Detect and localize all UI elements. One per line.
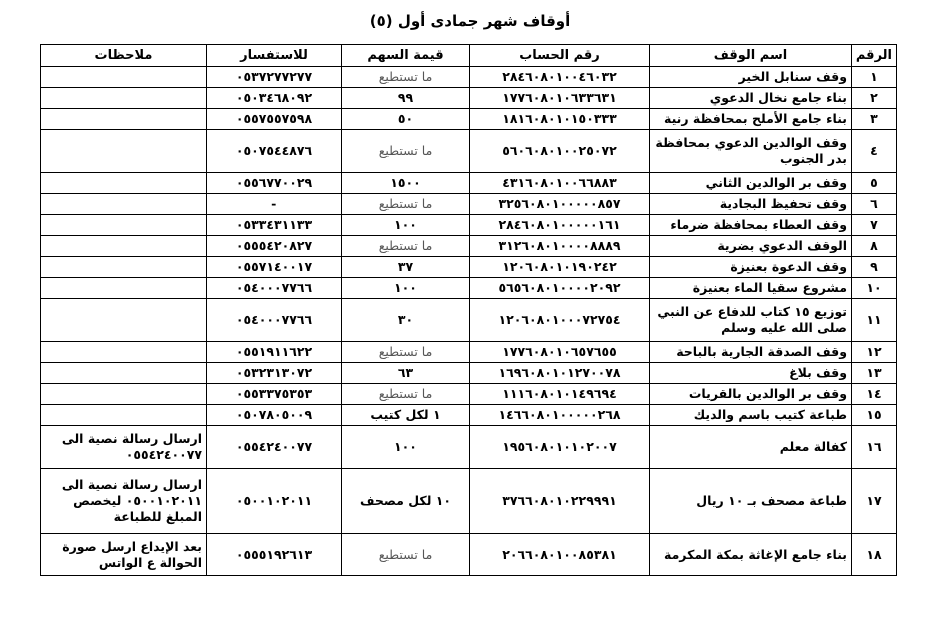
cell-inquiry-phone: ٠٥٤٠٠٠٧٧٦٦ (207, 299, 342, 342)
table-row (41, 534, 897, 576)
cell-share-value: ما تستطيع (342, 67, 470, 88)
cell-waqf-name: وقف تحفيظ البجادية (650, 194, 852, 215)
cell-waqf-name: بناء جامع الإغاثة بمكة المكرمة (650, 534, 852, 576)
cell-waqf-name: وقف الدعوة بعنيزة (650, 257, 852, 278)
cell-waqf-name: مشروع سقيا الماء بعنيزة (650, 278, 852, 299)
table-row (41, 173, 897, 194)
cell-num: ١٤ (852, 384, 897, 405)
cell-inquiry-phone: ٠٥٠٧٥٤٤٨٧٦ (207, 130, 342, 173)
table-row (41, 342, 897, 363)
table-row (41, 384, 897, 405)
cell-share-value: ما تستطيع (342, 342, 470, 363)
cell-account-number: ٢٨٤٦٠٨٠١٠٠٤٦٠٣٢ (470, 67, 650, 88)
cell-account-number: ١٤٦٦٠٨٠١٠٠٠٠٠٢٦٨ (470, 405, 650, 426)
cell-share-value: ١٠٠ (342, 426, 470, 469)
cell-num: ١٢ (852, 342, 897, 363)
cell-inquiry-phone: ٠٥٣٧٢٧٧٢٧٧ (207, 67, 342, 88)
cell-notes (41, 236, 207, 257)
cell-inquiry-phone: ٠٥٥٥٤٢٠٨٢٧ (207, 236, 342, 257)
cell-inquiry-phone: ٠٥٠٠١٠٢٠١١ (207, 469, 342, 534)
cell-account-number: ٣٧٦٦٠٨٠١٠٢٢٩٩٩١ (470, 469, 650, 534)
cell-inquiry-phone: ٠٥٣٣٤٣١١٣٣ (207, 215, 342, 236)
cell-num: ٤ (852, 130, 897, 173)
cell-account-number: ١٩٥٦٠٨٠١٠١٠٢٠٠٧ (470, 426, 650, 469)
cell-account-number: ٤٣١٦٠٨٠١٠٠٦٦٨٨٣ (470, 173, 650, 194)
cell-share-value: ٦٣ (342, 363, 470, 384)
table-row (41, 257, 897, 278)
cell-num: ١٣ (852, 363, 897, 384)
cell-num: ٨ (852, 236, 897, 257)
cell-notes (41, 130, 207, 173)
cell-waqf-name: بناء جامع الأملح بمحافظة رنية (650, 109, 852, 130)
cell-share-value: ما تستطيع (342, 236, 470, 257)
cell-inquiry-phone: ٠٥٥١٩١١٦٢٢ (207, 342, 342, 363)
table-row (41, 194, 897, 215)
cell-notes (41, 278, 207, 299)
header-name: اسم الوقف (650, 45, 852, 67)
cell-num: ١٦ (852, 426, 897, 469)
table-row (41, 109, 897, 130)
table-row (41, 278, 897, 299)
cell-share-value: ١٠ لكل مصحف (342, 469, 470, 534)
cell-notes: بعد الإيداع ارسل صورة الحوالة ع الواتس (41, 534, 207, 576)
cell-account-number: ١٧٧٦٠٨٠١٠٦٥٧٦٥٥ (470, 342, 650, 363)
cell-share-value: ١٠٠ (342, 278, 470, 299)
page-title: أوقاف شهر جمادى أول (٥) (369, 12, 571, 30)
cell-inquiry-phone: ٠٥٥٤٢٤٠٠٧٧ (207, 426, 342, 469)
cell-notes (41, 384, 207, 405)
cell-waqf-name: وقف سنابل الخير (650, 67, 852, 88)
cell-num: ٩ (852, 257, 897, 278)
cell-inquiry-phone: ٠٥٤٠٠٠٧٧٦٦ (207, 278, 342, 299)
cell-account-number: ٢٠٦٦٠٨٠١٠٠٨٥٣٨١ (470, 534, 650, 576)
header-inquiry: للاستفسار (207, 45, 342, 67)
cell-notes (41, 363, 207, 384)
cell-waqf-name: الوقف الدعوي بضرية (650, 236, 852, 257)
cell-share-value: ٥٠ (342, 109, 470, 130)
cell-share-value: ما تستطيع (342, 384, 470, 405)
cell-inquiry-phone: ٠٥٥٣٣٧٥٣٥٣ (207, 384, 342, 405)
table-row (41, 363, 897, 384)
cell-inquiry-phone: ٠٥٥٧٥٥٧٥٩٨ (207, 109, 342, 130)
cell-num: ١١ (852, 299, 897, 342)
cell-account-number: ٥٦٠٦٠٨٠١٠٠٢٥٠٧٢ (470, 130, 650, 173)
cell-waqf-name: وقف بر الوالدين الثاني (650, 173, 852, 194)
header-account: رقم الحساب (470, 45, 650, 67)
header-notes: ملاحظات (41, 45, 207, 67)
cell-notes (41, 67, 207, 88)
cell-account-number: ١٦٩٦٠٨٠١٠١٢٧٠٠٧٨ (470, 363, 650, 384)
cell-share-value: ١٥٠٠ (342, 173, 470, 194)
cell-share-value: ٩٩ (342, 88, 470, 109)
cell-notes (41, 173, 207, 194)
table-row (41, 67, 897, 88)
cell-inquiry-phone: ٠٥٣٢٣١٣٠٧٢ (207, 363, 342, 384)
cell-account-number: ٢٨٤٦٠٨٠١٠٠٠٠٠١٦١ (470, 215, 650, 236)
cell-account-number: ١٢٠٦٠٨٠١٠١٩٠٢٤٢ (470, 257, 650, 278)
cell-waqf-name: بناء جامع نخال الدعوي (650, 88, 852, 109)
cell-share-value: ما تستطيع (342, 194, 470, 215)
cell-num: ١ (852, 67, 897, 88)
cell-num: ٧ (852, 215, 897, 236)
cell-num: ٦ (852, 194, 897, 215)
cell-notes (41, 342, 207, 363)
cell-notes (41, 194, 207, 215)
header-share: قيمة السهم (342, 45, 470, 67)
cell-waqf-name: وقف بلاغ (650, 363, 852, 384)
cell-inquiry-phone: ٠٥٠٣٤٦٨٠٩٢ (207, 88, 342, 109)
cell-waqf-name: طباعة مصحف بـ ١٠ ريال (650, 469, 852, 534)
cell-share-value: ١٠٠ (342, 215, 470, 236)
cell-share-value: ٣٧ (342, 257, 470, 278)
cell-num: ١٨ (852, 534, 897, 576)
cell-waqf-name: وقف العطاء بمحافظة ضرماء (650, 215, 852, 236)
table-row (41, 405, 897, 426)
awqaf-table (40, 44, 897, 576)
table-row (41, 469, 897, 534)
cell-inquiry-phone: ٠٥٠٧٨٠٥٠٠٩ (207, 405, 342, 426)
table-row (41, 130, 897, 173)
cell-notes (41, 109, 207, 130)
cell-account-number: ٣١٢٦٠٨٠١٠٠٠٠٨٨٨٩ (470, 236, 650, 257)
cell-num: ٥ (852, 173, 897, 194)
cell-inquiry-phone: - (207, 194, 342, 215)
cell-share-value: ١ لكل كتيب (342, 405, 470, 426)
cell-share-value: ٣٠ (342, 299, 470, 342)
cell-account-number: ١١١٦٠٨٠١٠١٤٩٦٩٤ (470, 384, 650, 405)
cell-notes: ارسال رسالة نصية الى ٠٥٠٠١٠٢٠١١ ليخصص المبلغ للطباعة (41, 469, 207, 534)
cell-num: ١٠ (852, 278, 897, 299)
table-row (41, 88, 897, 109)
table-row (41, 215, 897, 236)
cell-notes (41, 405, 207, 426)
cell-num: ١٥ (852, 405, 897, 426)
cell-account-number: ١٧٧٦٠٨٠١٠٦٣٣٦٣١ (470, 88, 650, 109)
cell-waqf-name: وقف الوالدين الدعوي بمحافظة بدر الجنوب (650, 130, 852, 173)
cell-inquiry-phone: ٠٥٥٥١٩٢٦١٣ (207, 534, 342, 576)
cell-waqf-name: توزيع ١٥ كتاب للدفاع عن النبي صلى الله عليه وسلم (650, 299, 852, 342)
cell-notes (41, 88, 207, 109)
cell-share-value: ما تستطيع (342, 130, 470, 173)
cell-waqf-name: وقف الصدقة الجارية بالباحة (650, 342, 852, 363)
cell-account-number: ٥٦٥٦٠٨٠١٠٠٠٠٢٠٩٢ (470, 278, 650, 299)
cell-notes (41, 299, 207, 342)
table-row (41, 426, 897, 469)
cell-notes: ارسال رسالة نصية الى ٠٥٥٤٢٤٠٠٧٧ (41, 426, 207, 469)
cell-account-number: ١٨١٦٠٨٠١٠١٥٠٣٣٣ (470, 109, 650, 130)
cell-notes (41, 215, 207, 236)
header-row (41, 45, 897, 67)
cell-account-number: ١٢٠٦٠٨٠١٠٠٠٧٢٧٥٤ (470, 299, 650, 342)
cell-waqf-name: كفالة معلم (650, 426, 852, 469)
cell-num: ٢ (852, 88, 897, 109)
table-row (41, 236, 897, 257)
cell-account-number: ٣٢٥٦٠٨٠١٠٠٠٠٠٨٥٧ (470, 194, 650, 215)
cell-share-value: ما تستطيع (342, 534, 470, 576)
cell-num: ٣ (852, 109, 897, 130)
cell-inquiry-phone: ٠٥٥٧١٤٠٠١٧ (207, 257, 342, 278)
cell-num: ١٧ (852, 469, 897, 534)
cell-waqf-name: وقف بر الوالدين بالقريات (650, 384, 852, 405)
cell-notes (41, 257, 207, 278)
table-row (41, 299, 897, 342)
header-num: الرقم (852, 45, 897, 67)
cell-inquiry-phone: ٠٥٥٦٧٧٠٠٢٩ (207, 173, 342, 194)
cell-waqf-name: طباعة كتيب باسم والديك (650, 405, 852, 426)
